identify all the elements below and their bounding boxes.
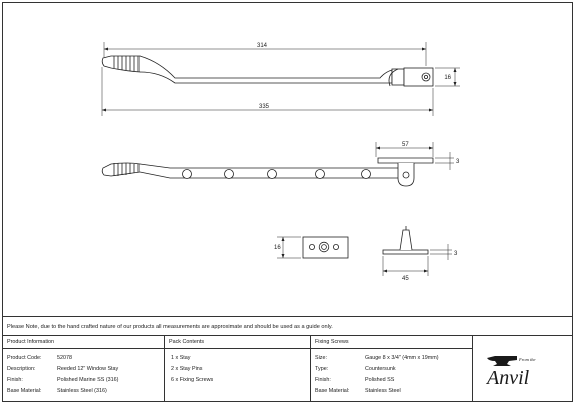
dim-45: [383, 256, 428, 276]
product-information-panel: [3, 336, 165, 402]
fixing-screws-row: Type: Countersunk: [315, 366, 396, 372]
label-335: 335: [259, 104, 270, 110]
stay-top-view: [102, 56, 433, 86]
pin-plate-front: [303, 237, 348, 258]
product-info-row: Description: Reeded 12" Window Stay: [7, 366, 119, 372]
label-45: 45: [402, 276, 409, 282]
dim-3-side: [435, 152, 454, 170]
pack-item: 6 x Fixing Screws: [171, 377, 214, 383]
label-16-plate: 16: [274, 245, 281, 251]
pack-contents-panel: [165, 336, 311, 402]
anvil-logo: [485, 350, 571, 390]
pack-contents-header: Pack Contents: [165, 336, 310, 349]
disclaimer-note: Please Note, due to the hand crafted nature of our products all measurements are approximate and should be used as a guide only.: [3, 316, 572, 336]
fixing-screws-row: Base Material: Stainless Steel: [315, 388, 401, 394]
fixing-screws-panel: [311, 336, 473, 402]
pin-side-view: [383, 226, 428, 254]
label-3-side: 3: [456, 159, 460, 165]
label-3-pin: 3: [454, 251, 458, 257]
label-16-bracket: 16: [444, 75, 451, 81]
logo-from-the: From the: [519, 357, 536, 362]
product-info-row: Finish: Polished Marine SS (316): [7, 377, 119, 383]
product-information-header: Product Information: [3, 336, 164, 349]
product-info-row: Base Material: Stainless Steel (316): [7, 388, 107, 394]
label-57: 57: [402, 142, 409, 148]
anvil-icon: [487, 356, 517, 366]
stay-side-view: [102, 158, 433, 186]
pack-item: 2 x Stay Pins: [171, 366, 203, 372]
dim-3-pin: [430, 244, 452, 260]
fixing-screws-header: Fixing Screws: [311, 336, 472, 349]
pack-item: 1 x Stay: [171, 355, 191, 361]
logo-brand: Anvil: [487, 367, 530, 389]
fixing-screws-row: Size: Gauge 8 x 3/4" (4mm x 19mm): [315, 355, 439, 361]
fixing-screws-row: Finish: Polished SS: [315, 377, 395, 383]
label-314: 314: [257, 43, 268, 49]
product-info-row: Product Code: 52078: [7, 355, 72, 361]
